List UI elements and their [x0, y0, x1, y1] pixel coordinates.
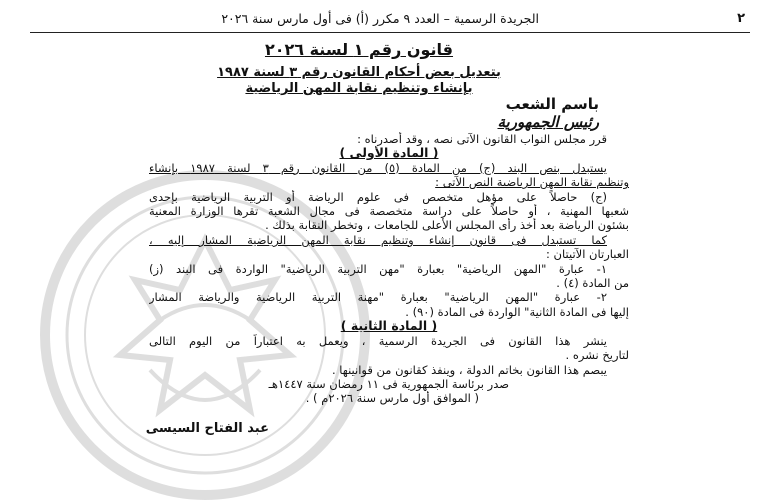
paragraph-line: ٢- عبارة "المهن الرياضية" بعبارة "مهنة التربية الرياضية والرياضة المشار — [149, 290, 607, 305]
running-title: الجريدة الرسمية – العدد ٩ مكرر (أ) فى أول مارس سنة ٢٠٢٦ — [221, 11, 539, 26]
paragraph-line: لتاريخ نشره . — [565, 348, 629, 363]
law-body — [149, 132, 629, 406]
issue-date-line: صدر برئاسة الجمهورية فى ١١ رمضان سنة ١٤٤٧هـ — [268, 376, 509, 391]
paragraph-line: ينشر هذا القانون فى الجريدة الرسمية ، ويعمل به اعتباراً من اليوم التالى — [149, 333, 607, 348]
gregorian-date-line: ( الموافق أول مارس سنة ٢٠٢٦م ) . — [305, 391, 479, 406]
paragraph-line: شعبها المهنية ، أو حاصلاً على دراسة متخصصة فى مجال الشعبة تقرها الوزارة المعنية — [149, 204, 629, 219]
paragraph-line: (ج) حاصلاً على مؤهل متخصص فى علوم الرياضة أو التربية الرياضية بإحدى — [149, 189, 607, 204]
president-signature: عبد الفتاح السيسى — [145, 421, 269, 436]
law-subtitle-2: بإنشاء وتنظيم نقابة المهن الرياضية — [245, 81, 473, 96]
header-divider — [30, 32, 750, 33]
paragraph-line: يستبدل بنص البند (ج) من المادة (٥) من القانون رقم ٣ لسنة ١٩٨٧ بإنشاء — [149, 160, 607, 175]
page-header — [0, 6, 779, 32]
preamble — [497, 96, 599, 131]
law-subtitle-1: بتعديل بعض أحكام القانون رقم ٣ لسنة ١٩٨٧ — [217, 65, 501, 80]
paragraph-line: يبصم هذا القانون بخاتم الدولة ، وينفذ كقانون من قوانينها . — [331, 362, 607, 377]
law-title: قانون رقم ١ لسنة ٢٠٢٦ — [264, 40, 454, 59]
paragraph-line: ١- عبارة "المهن الرياضية" بعبارة "مهن التربية الرياضية" الواردة فى البند (ز) — [149, 261, 607, 276]
page-number: ٢ — [737, 11, 745, 26]
preamble-line-2: رئيس الجمهورية — [497, 113, 599, 131]
paragraph-line: إليها فى المادة الثانية" الواردة فى المادة (٩٠) . — [405, 304, 629, 319]
law-titles — [139, 40, 579, 97]
paragraph-line: من المادة (٤) . — [556, 276, 629, 291]
decree-line: قرر مجلس النواب القانون الآتى نصه ، وقد أصدرناه : — [357, 132, 607, 146]
paragraph-line: وتنظيم نقابة المهن الرياضية النص الآتى : — [435, 175, 629, 190]
preamble-line-1: باسم الشعب — [505, 95, 599, 113]
article-1-heading: ( المادة الأولى ) — [339, 146, 439, 161]
article-2-heading: ( المادة الثانية ) — [340, 319, 438, 334]
paragraph-line: بشئون الرياضة بعد أخذ رأى المجلس الأعلى للجامعات ، وتخطر النقابة بذلك . — [265, 218, 629, 233]
paragraph-line: كما تستبدل فى قانون إنشاء وتنظيم نقابة المهن الرياضية المشار إليه ، — [149, 232, 607, 247]
paragraph-line: العبارتان الآتيتان : — [546, 247, 629, 262]
